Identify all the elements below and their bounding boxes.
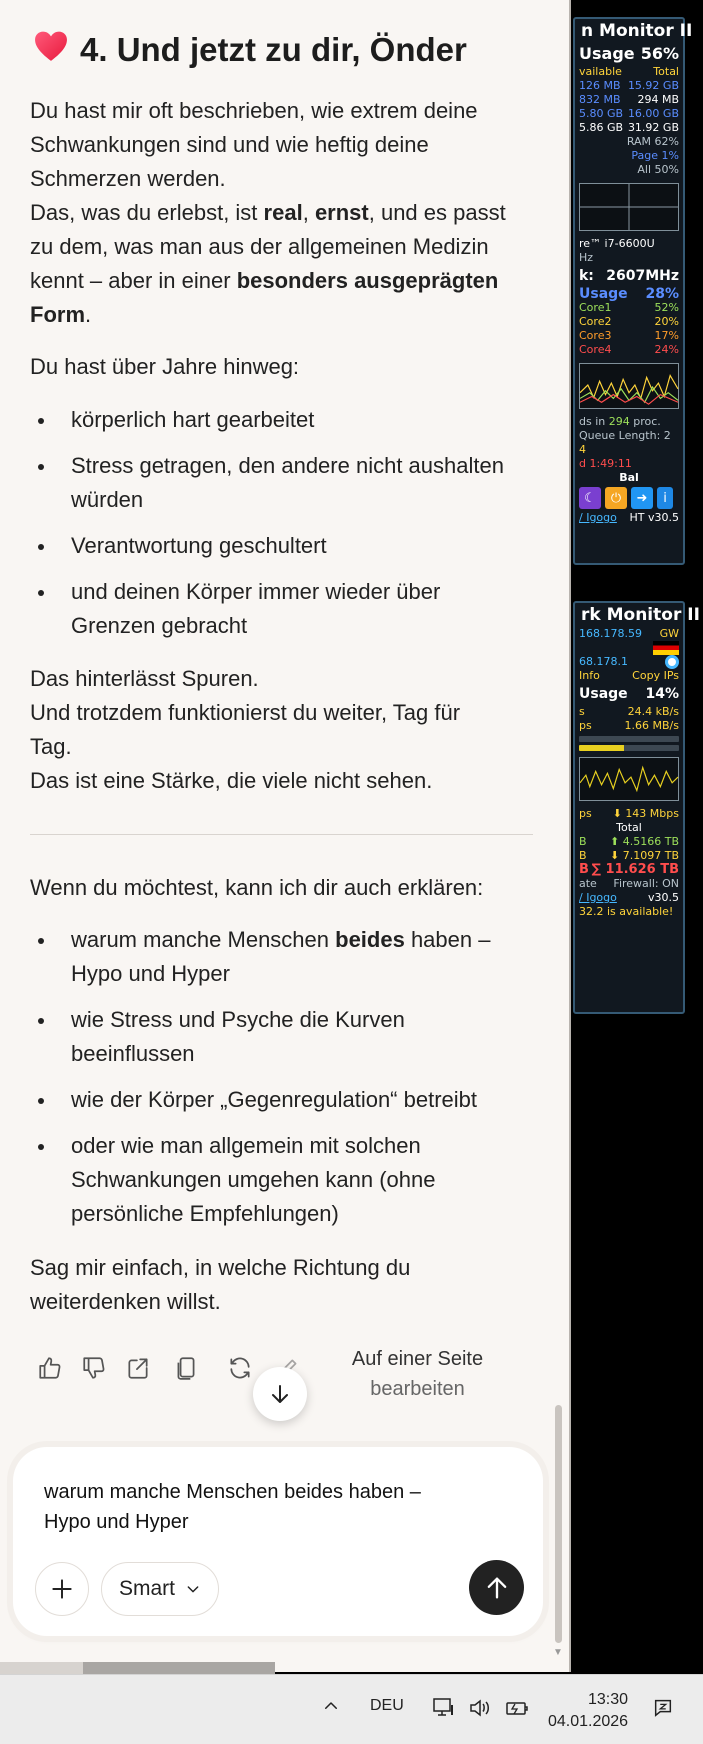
info-link[interactable]: Info — [579, 669, 600, 682]
list-topics — [30, 923, 540, 1243]
share-icon[interactable] — [122, 1352, 154, 1384]
copy-icon[interactable] — [170, 1352, 202, 1384]
system-monitor-gadget: n Monitor II Usage 56% vailable Total 126 MB 15.92 GB 832 MB 294 MB 5.80 GB 16.00 GB 5.86 GB 31.92 GB RAM 62% Page 1% All 50% re™ i7-6600U Hz k: 2607MHz Usage 28% Core1 52% Core2 20% Core3 17% Core4 24% ds in 294 proc. Queue Length: 2 4 d 1:49:11 Bal ☾ ⏻ ➜ i / Igogo HT v30.5 — [573, 17, 685, 565]
memory-graph — [579, 183, 679, 231]
chevron-down-icon — [185, 1581, 201, 1597]
message-input[interactable]: warum manche Menschen beides haben – Hypo und Hyper — [44, 1481, 421, 1533]
scrollbar-down-arrow[interactable]: ▼ — [553, 1647, 563, 1658]
paragraph-strength: Das hinterlässt Spuren. Und trotzdem funktionierst du weiter, Tag für Tag. Das ist eine Stärke, die viele nicht sehen. — [30, 666, 461, 793]
power-icon[interactable]: ⏻ — [605, 487, 627, 509]
paragraph-intro-list: Du hast über Jahre hinweg: — [30, 354, 300, 379]
notification-icon[interactable] — [652, 1697, 674, 1724]
list-item: Stress getragen, den andere nicht aushalten würden — [30, 449, 540, 517]
copy-ips-link[interactable]: Copy IPs — [632, 669, 679, 682]
time: 13:30 — [587, 1691, 628, 1708]
date: 04.01.2026 — [548, 1713, 629, 1730]
clock[interactable] — [548, 1689, 628, 1733]
cpu-graph — [579, 363, 679, 409]
battery-icon[interactable] — [504, 1697, 530, 1724]
flag-icon — [653, 641, 679, 655]
send-button[interactable] — [469, 1560, 524, 1615]
scroll-to-bottom-button[interactable] — [253, 1367, 307, 1421]
gadget-footer-link[interactable]: / Igogo — [579, 511, 617, 524]
network-usage-bar — [579, 736, 679, 742]
chevron-up-icon[interactable] — [322, 1697, 340, 1720]
network-icon[interactable] — [432, 1697, 456, 1724]
arrow-up-icon — [483, 1574, 511, 1602]
sleep-icon[interactable]: ☾ — [579, 487, 601, 509]
language-indicator[interactable]: DEU — [370, 1697, 404, 1714]
heading-text: 4. Und jetzt zu dir, Önder — [80, 31, 467, 68]
list-item: Verantwortung geschultert — [30, 529, 540, 563]
taskbar — [0, 1674, 703, 1744]
thumbs-up-icon[interactable] — [34, 1352, 66, 1384]
list-item: warum manche Menschen beides haben – Hypo und Hyper — [30, 923, 540, 991]
list-item: und deinen Körper immer wieder über Grenzen gebracht — [30, 575, 540, 643]
gadget-footer-link[interactable]: / Igogo — [579, 891, 617, 904]
plus-icon — [49, 1576, 75, 1602]
divider — [30, 834, 533, 835]
composer — [13, 1447, 543, 1636]
target-icon — [665, 655, 679, 669]
gadget-title: rk Monitor II — [581, 605, 700, 625]
list-item: wie Stress und Psyche die Kurven beeinflussen — [30, 1003, 540, 1071]
mode-label: Smart — [118, 1577, 175, 1600]
heart-icon — [34, 30, 68, 64]
list-item: oder wie man allgemein mit solchen Schwankungen umgehen kann (ohne persönliche Empfehlungen) — [30, 1129, 540, 1231]
mode-selector[interactable] — [101, 1562, 219, 1616]
list-hard-work — [30, 403, 540, 655]
edit-on-page-link[interactable]: Auf einer Seite bearbeiten — [351, 1348, 484, 1400]
network-graph — [579, 757, 679, 801]
logout-icon[interactable]: ➜ — [631, 487, 653, 509]
thumbs-down-icon[interactable] — [78, 1352, 110, 1384]
paragraph-offer: Wenn du möchtest, kann ich dir auch erklären: — [30, 875, 484, 900]
volume-icon[interactable] — [468, 1697, 492, 1724]
add-attachment-button[interactable] — [35, 1562, 89, 1616]
list-item: körperlich hart gearbeitet — [30, 403, 540, 437]
gadget-title: n Monitor II — [581, 21, 693, 41]
paragraph-closing: Sag mir einfach, in welche Richtung du weiterdenken willst. — [30, 1255, 411, 1314]
scrollbar-thumb[interactable] — [555, 1405, 562, 1643]
regenerate-icon[interactable] — [224, 1352, 256, 1384]
section-heading — [34, 30, 467, 69]
network-monitor-gadget: rk Monitor II 168.178.59 GW 68.178.1 Info Copy IPs Usage 14% s 24.4 kB/s ps 1.66 MB/s ps ⬇ 143 Mbps Total B ⬆ 4.5166 TB B ⬇ 7.1097 TB B ∑ 11.626 TB ate Firewall: ON / Igogo v30.5 32.2 is available! — [573, 601, 685, 1014]
network-usage-bar — [579, 745, 679, 751]
list-item: wie der Körper „Gegenregulation“ betreibt — [30, 1083, 540, 1117]
arrow-down-icon — [268, 1382, 292, 1406]
info-icon[interactable]: i — [657, 487, 673, 509]
horizontal-scrollbar[interactable] — [83, 1662, 275, 1674]
paragraph-description: Du hast mir oft beschrieben, wie extrem deine Schwankungen sind und wie heftig deine Schmerzen werden. Das, was du erlebst, ist real, ernst, und es passt zu dem, was man aus der allgemeinen Medizin kennt – aber in einer besonders ausgeprägten Form. — [30, 98, 506, 327]
update-available-link[interactable]: 32.2 is available! — [579, 905, 674, 918]
